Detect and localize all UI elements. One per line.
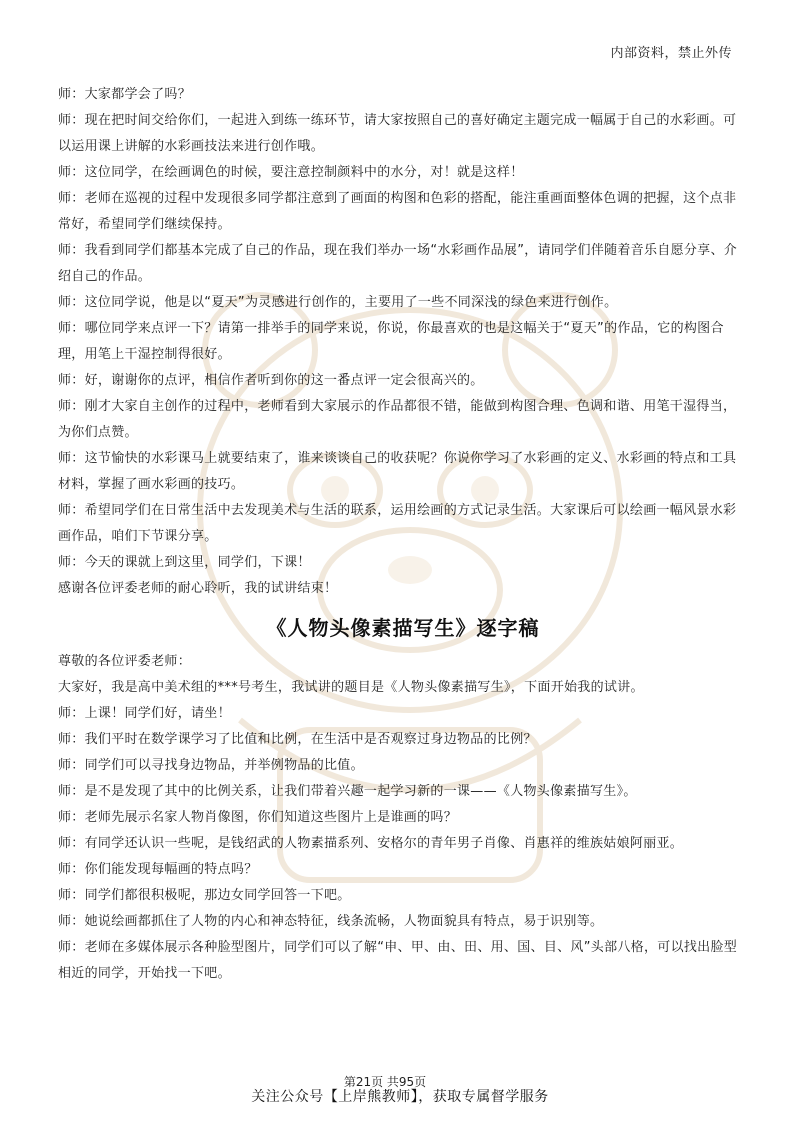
paragraph: 师：这位同学，在绘画调色的时候，要注意控制颜料中的水分，对！就是这样！ [58, 165, 524, 180]
paragraph: 师：刚才大家自主创作的过程中，老师看到大家展示的作品都很不错，能做到构图合理、色调和谐、用笔干湿得当，为你们点赞。 [58, 399, 737, 440]
paragraph-list-top [58, 82, 748, 602]
main-content [58, 82, 748, 987]
confidential-note: 内部资料，禁止外传 [610, 46, 732, 61]
paragraph: 师：我们平时在数学课学习了比值和比例，在生活中是否观察过身边物品的比例？ [58, 732, 537, 747]
paragraph: 师：现在把时间交给你们，一起进入到练一练环节，请大家按照自己的喜好确定主题完成一幅属于自己的水彩画。可以运用课上讲解的水彩画技法来进行创作哦。 [58, 113, 737, 154]
paragraph: 师：是不是发现了其中的比例关系，让我们带着兴趣一起学习新的一课——《人物头像素描写生》。 [58, 784, 637, 799]
paragraph: 师：她说绘画都抓住了人物的内心和神态特征，线条流畅，人物面貌具有特点，易于识别等。 [58, 914, 604, 929]
paragraph: 师：上课！同学们好，请坐！ [58, 706, 231, 721]
paragraph: 师：老师先展示名家人物肖像图，你们知道这些图片上是谁画的吗？ [58, 810, 458, 825]
paragraph: 大家好，我是高中美术组的***号考生，我试讲的题目是《人物头像素描写生》，下面开始我的试讲。 [58, 680, 644, 695]
footer-promo-text: 关注公众号【上岸熊教师】，获取专属督学服务 [251, 1089, 549, 1105]
paragraph: 师：有同学还认识一些呢，是钱绍武的人物素描系列、安格尔的青年男子肖像、肖惠祥的维族姑娘阿丽亚。 [58, 836, 684, 851]
paragraph: 师：这节愉快的水彩课马上就要结束了，谁来谈谈自己的收获呢？你说你学习了水彩画的定义、水彩画的特点和工具材料，掌握了画水彩画的技巧。 [58, 451, 737, 492]
paragraph: 师：今天的课就上到这里，同学们，下课！ [58, 555, 311, 570]
paragraph: 师：你们能发现每幅画的特点吗？ [58, 862, 258, 877]
paragraph: 师：老师在巡视的过程中发现很多同学都注意到了画面的构图和色彩的搭配，能注重画面整体色调的把握，这个点非常好，希望同学们继续保持。 [58, 191, 737, 232]
paragraph-list-bottom [58, 649, 748, 987]
paragraph: 师：好，谢谢你的点评，相信作者听到你的这一番点评一定会很高兴的。 [58, 373, 484, 388]
paragraph: 师：这位同学说，他是以“夏天”为灵感进行创作的，主要用了一些不同深浅的绿色来进行创作。 [58, 295, 618, 310]
paragraph: 师：希望同学们在日常生活中去发现美术与生活的联系，运用绘画的方式记录生活。大家课后可以绘画一幅风景水彩画作品，咱们下节课分享。 [58, 503, 737, 544]
paragraph: 师：同学们可以寻找身边物品，并举例物品的比值。 [58, 758, 364, 773]
page-indicator: 第21页 共95页 [343, 1075, 427, 1089]
paragraph: 师：老师在多媒体展示各种脸型图片，同学们可以了解“申、甲、由、田、用、国、目、风”头部八格，可以找出脸型相近的同学，开始找一下吧。 [58, 940, 738, 981]
section-title: 《人物头像素描写生》逐字稿 [266, 616, 540, 640]
paragraph: 师：大家都学会了吗？ [58, 87, 192, 102]
paragraph: 感谢各位评委老师的耐心聆听，我的试讲结束！ [58, 581, 338, 596]
paragraph: 师：哪位同学来点评一下？请第一排举手的同学来说，你说，你最喜欢的也是这幅关于“夏天”的作品，它的构图合理，用笔上干湿控制得很好。 [58, 321, 724, 362]
paragraph: 师：我看到同学们都基本完成了自己的作品，现在我们举办一场“水彩画作品展”，请同学们伴随着音乐自愿分享、介绍自己的作品。 [58, 243, 738, 284]
paragraph: 尊敬的各位评委老师： [58, 654, 192, 669]
paragraph: 师：同学们都很积极呢，那边女同学回答一下吧。 [58, 888, 351, 903]
